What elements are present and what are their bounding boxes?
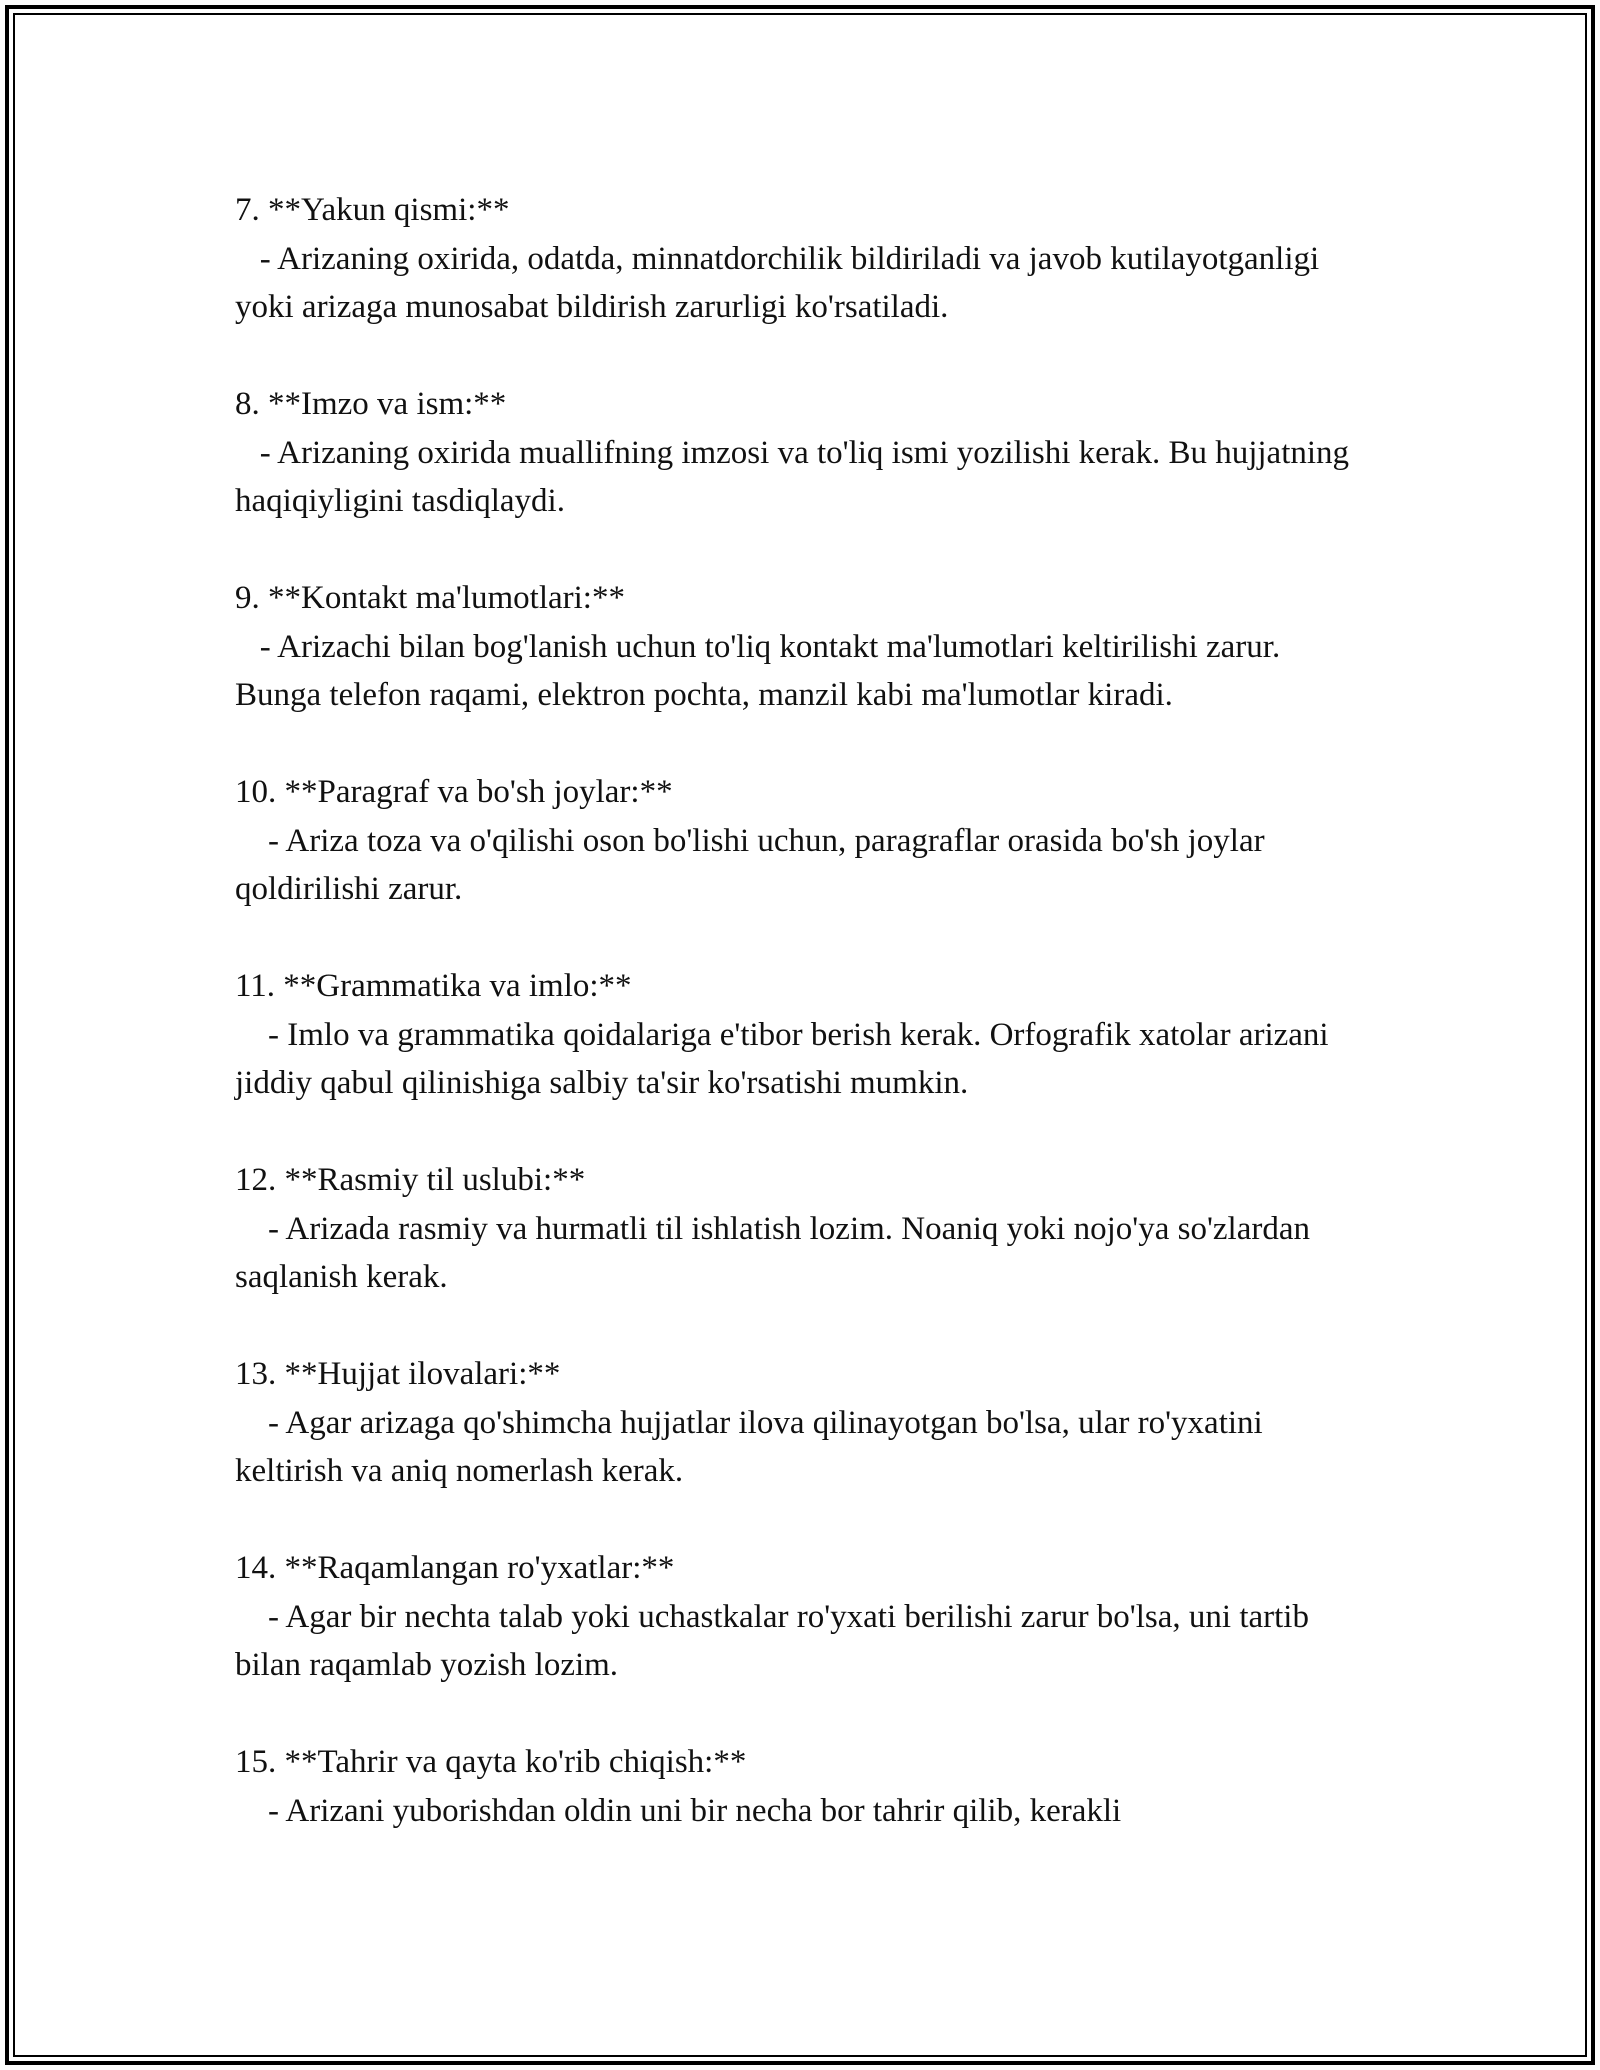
section-heading: 13. **Hujjat ilovalari:** — [235, 1356, 561, 1392]
section-raqamlangan-royxatlar — [235, 1544, 1355, 1690]
section-rasmiy-til-uslubi — [235, 1156, 1355, 1302]
section-text: - Arizaning oxirida, odatda, minnatdorchilik bildiriladi va javob kutilayotganligi yoki arizaga munosabat bildirish zarurligi ko'rsatiladi. — [235, 240, 1328, 325]
section-text: - Arizada rasmiy va hurmatli til ishlatish lozim. Noaniq yoki nojo'ya so'zlardan saqlanish kerak. — [235, 1210, 1319, 1295]
section-text: - Imlo va grammatika qoidalariga e'tibor berish kerak. Orfografik xatolar arizani jiddiy qabul qilinishiga salbiy ta'sir ko'rsatishi mumkin. — [235, 1016, 1337, 1101]
section-text: - Arizachi bilan bog'lanish uchun to'liq kontakt ma'lumotlari keltirilishi zarur. Bunga telefon raqami, elektron pochta, manzil kabi ma'lumotlar kiradi. — [235, 628, 1289, 713]
section-tahrir-va-qayta-korib-chiqish — [235, 1738, 1355, 1835]
section-heading: 7. **Yakun qismi:** — [235, 192, 510, 228]
section-heading: 9. **Kontakt ma'lumotlari:** — [235, 580, 625, 616]
section-heading: 11. **Grammatika va imlo:** — [235, 968, 632, 1004]
section-text: - Ariza toza va o'qilishi oson bo'lishi uchun, paragraflar orasida bo'sh joylar qoldirilishi zarur. — [235, 822, 1273, 907]
document-body — [235, 186, 1358, 1884]
section-text: - Agar bir nechta talab yoki uchastkalar ro'yxati berilishi zarur bo'lsa, uni tartib bilan raqamlab yozish lozim. — [235, 1598, 1318, 1683]
section-yakun-qismi — [235, 186, 1355, 332]
section-text: - Arizani yuborishdan oldin uni bir necha bor tahrir qilib, kerakli — [235, 1792, 1122, 1829]
section-text: - Agar arizaga qo'shimcha hujjatlar ilova qilinayotgan bo'lsa, ular ro'yxatini keltirish va aniq nomerlash kerak. — [235, 1404, 1271, 1489]
section-paragraf-va-bosh-joylar — [235, 768, 1355, 914]
section-text: - Arizaning oxirida muallifning imzosi va to'liq ismi yozilishi kerak. Bu hujjatning haqiqiyligini tasdiqlaydi. — [235, 434, 1358, 519]
section-kontakt-malumotlari — [235, 574, 1355, 720]
section-imzo-va-ism — [235, 380, 1358, 526]
section-heading: 12. **Rasmiy til uslubi:** — [235, 1162, 586, 1198]
section-heading: 8. **Imzo va ism:** — [235, 386, 507, 422]
section-heading: 10. **Paragraf va bo'sh joylar:** — [235, 774, 673, 810]
section-grammatika-va-imlo — [235, 962, 1355, 1108]
section-heading: 14. **Raqamlangan ro'yxatlar:** — [235, 1550, 675, 1586]
section-heading: 15. **Tahrir va qayta ko'rib chiqish:** — [235, 1744, 747, 1780]
section-hujjat-ilovalari — [235, 1350, 1355, 1496]
